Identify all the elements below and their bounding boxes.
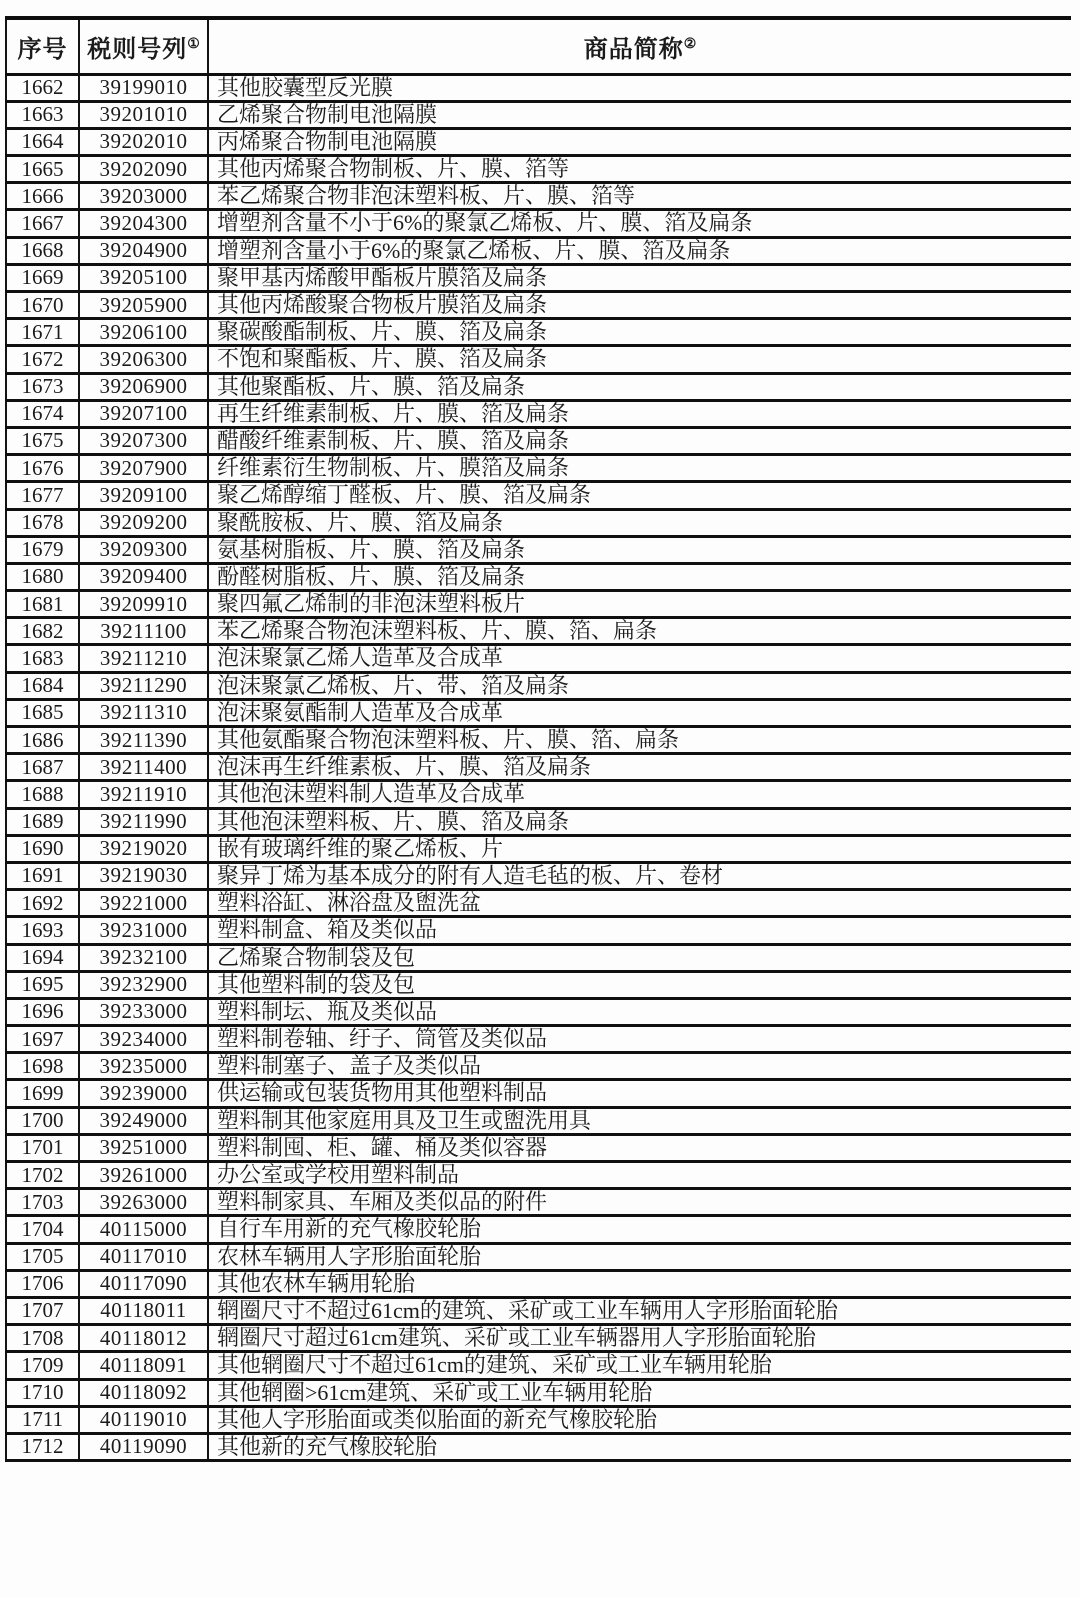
product-name-cell: 乙烯聚合物制袋及包 [208, 944, 1071, 971]
product-name-cell: 聚碳酸酯制板、片、膜、箔及扁条 [208, 319, 1071, 346]
table-row [6, 1080, 1071, 1107]
table-row [6, 890, 1071, 917]
product-name-cell: 聚酰胺板、片、膜、箔及扁条 [208, 509, 1071, 536]
serial-number-cell: 1710 [6, 1379, 79, 1406]
serial-number-cell: 1670 [6, 292, 79, 319]
table-row [6, 998, 1071, 1025]
serial-number-cell: 1687 [6, 754, 79, 781]
product-name-cell: 泡沫聚氯乙烯人造革及合成革 [208, 645, 1071, 672]
tariff-code-cell: 39206300 [79, 346, 208, 373]
tariff-code-cell: 39209100 [79, 482, 208, 509]
tariff-code-cell: 39211400 [79, 754, 208, 781]
serial-number-cell: 1669 [6, 264, 79, 291]
tariff-code-cell: 39231000 [79, 917, 208, 944]
serial-number-cell: 1699 [6, 1080, 79, 1107]
table-row [6, 618, 1071, 645]
table-row [6, 1189, 1071, 1216]
tariff-code-cell: 39211100 [79, 618, 208, 645]
header-serial-number [6, 18, 79, 74]
table-row [6, 128, 1071, 155]
table-row [6, 944, 1071, 971]
serial-number-cell: 1704 [6, 1216, 79, 1243]
tariff-table [5, 16, 1071, 1462]
tariff-code-cell: 39209300 [79, 536, 208, 563]
serial-number-cell: 1702 [6, 1162, 79, 1189]
table-row [6, 727, 1071, 754]
serial-number-cell: 1664 [6, 128, 79, 155]
product-name-cell: 塑料制塞子、盖子及类似品 [208, 1053, 1071, 1080]
table-row [6, 835, 1071, 862]
tariff-code-cell: 39202010 [79, 128, 208, 155]
serial-number-cell: 1672 [6, 346, 79, 373]
product-name-cell: 塑料制卷轴、纡子、筒管及类似品 [208, 1026, 1071, 1053]
table-row [6, 183, 1071, 210]
serial-number-cell: 1680 [6, 563, 79, 590]
header-row [6, 18, 1071, 74]
product-name-cell: 苯乙烯聚合物非泡沫塑料板、片、膜、箔等 [208, 183, 1071, 210]
serial-number-cell: 1677 [6, 482, 79, 509]
serial-number-cell: 1671 [6, 319, 79, 346]
table-row [6, 1107, 1071, 1134]
product-name-cell: 塑料制囤、柜、罐、桶及类似容器 [208, 1134, 1071, 1161]
serial-number-cell: 1712 [6, 1433, 79, 1460]
tariff-code-cell: 39251000 [79, 1134, 208, 1161]
product-name-cell: 泡沫再生纤维素板、片、膜、箔及扁条 [208, 754, 1071, 781]
table-row [6, 210, 1071, 237]
product-name-cell: 塑料浴缸、淋浴盘及盥洗盆 [208, 890, 1071, 917]
serial-number-cell: 1705 [6, 1243, 79, 1270]
serial-number-cell: 1668 [6, 237, 79, 264]
product-name-cell: 增塑剂含量不小于6%的聚氯乙烯板、片、膜、箔及扁条 [208, 210, 1071, 237]
tariff-code-cell: 40117010 [79, 1243, 208, 1270]
table-row [6, 237, 1071, 264]
table-row [6, 672, 1071, 699]
tariff-code-cell: 39206100 [79, 319, 208, 346]
tariff-code-cell: 39209400 [79, 563, 208, 590]
product-name-cell: 其他泡沫塑料板、片、膜、箔及扁条 [208, 808, 1071, 835]
table-row [6, 74, 1071, 101]
table-row [6, 1162, 1071, 1189]
serial-number-cell: 1678 [6, 509, 79, 536]
tariff-code-cell: 40118012 [79, 1325, 208, 1352]
serial-number-cell: 1662 [6, 74, 79, 101]
tariff-code-cell: 39205100 [79, 264, 208, 291]
table-row [6, 591, 1071, 618]
serial-number-cell: 1690 [6, 835, 79, 862]
product-name-cell: 其他辋圈尺寸不超过61cm的建筑、采矿或工业车辆用轮胎 [208, 1352, 1071, 1379]
serial-number-cell: 1686 [6, 727, 79, 754]
tariff-code-cell: 39232100 [79, 944, 208, 971]
table-row [6, 101, 1071, 128]
tariff-code-cell: 39202090 [79, 156, 208, 183]
product-name-cell: 增塑剂含量小于6%的聚氯乙烯板、片、膜、箔及扁条 [208, 237, 1071, 264]
serial-number-cell: 1673 [6, 373, 79, 400]
product-name-cell: 丙烯聚合物制电池隔膜 [208, 128, 1071, 155]
table-row [6, 781, 1071, 808]
tariff-code-cell: 40118011 [79, 1297, 208, 1324]
product-name-cell: 自行车用新的充气橡胶轮胎 [208, 1216, 1071, 1243]
table-row [6, 264, 1071, 291]
serial-number-cell: 1709 [6, 1352, 79, 1379]
table-row [6, 1134, 1071, 1161]
product-name-cell: 辋圈尺寸不超过61cm的建筑、采矿或工业车辆用人字形胎面轮胎 [208, 1297, 1071, 1324]
table-row [6, 346, 1071, 373]
header-tariff-code [79, 18, 208, 74]
serial-number-cell: 1706 [6, 1270, 79, 1297]
tariff-code-cell: 39209200 [79, 509, 208, 536]
table-row [6, 156, 1071, 183]
serial-number-cell: 1689 [6, 808, 79, 835]
tariff-code-cell: 40118091 [79, 1352, 208, 1379]
header-serial-label: 序号 [17, 36, 68, 63]
product-name-cell: 其他泡沫塑料制人造革及合成革 [208, 781, 1071, 808]
serial-number-cell: 1682 [6, 618, 79, 645]
product-name-cell: 农林车辆用人字形胎面轮胎 [208, 1243, 1071, 1270]
product-name-cell: 其他丙烯聚合物制板、片、膜、箔等 [208, 156, 1071, 183]
serial-number-cell: 1685 [6, 699, 79, 726]
table-row [6, 292, 1071, 319]
product-name-cell: 其他胶囊型反光膜 [208, 74, 1071, 101]
product-name-cell: 泡沫聚氯乙烯板、片、带、箔及扁条 [208, 672, 1071, 699]
header-tariff-code-label: 税则号列 [87, 36, 188, 63]
product-name-cell: 醋酸纤维素制板、片、膜、箔及扁条 [208, 427, 1071, 454]
table-row [6, 699, 1071, 726]
product-name-cell: 塑料制盒、箱及类似品 [208, 917, 1071, 944]
table-row [6, 754, 1071, 781]
product-name-cell: 嵌有玻璃纤维的聚乙烯板、片 [208, 835, 1071, 862]
tariff-code-cell: 39207900 [79, 455, 208, 482]
product-name-cell: 聚乙烯醇缩丁醛板、片、膜、箔及扁条 [208, 482, 1071, 509]
product-name-cell: 聚四氟乙烯制的非泡沫塑料板片 [208, 591, 1071, 618]
tariff-code-cell: 40117090 [79, 1270, 208, 1297]
serial-number-cell: 1693 [6, 917, 79, 944]
tariff-code-cell: 39249000 [79, 1107, 208, 1134]
tariff-code-cell: 39209910 [79, 591, 208, 618]
table-body [6, 74, 1071, 1461]
table-row [6, 319, 1071, 346]
serial-number-cell: 1691 [6, 862, 79, 889]
product-name-cell: 其他氨酯聚合物泡沫塑料板、片、膜、箔、扁条 [208, 727, 1071, 754]
table-row [6, 536, 1071, 563]
product-name-cell: 塑料制家具、车厢及类似品的附件 [208, 1189, 1071, 1216]
tariff-code-cell: 39204900 [79, 237, 208, 264]
tariff-code-cell: 39239000 [79, 1080, 208, 1107]
product-name-cell: 其他塑料制的袋及包 [208, 971, 1071, 998]
header-product-name-label: 商品简称 [583, 36, 684, 63]
table-row [6, 645, 1071, 672]
serial-number-cell: 1700 [6, 1107, 79, 1134]
tariff-code-cell: 39261000 [79, 1162, 208, 1189]
product-name-cell: 泡沫聚氨酯制人造革及合成革 [208, 699, 1071, 726]
table-row [6, 1379, 1071, 1406]
tariff-code-cell: 39263000 [79, 1189, 208, 1216]
tariff-code-cell: 39211390 [79, 727, 208, 754]
product-name-cell: 其他聚酯板、片、膜、箔及扁条 [208, 373, 1071, 400]
tariff-code-cell: 39211210 [79, 645, 208, 672]
serial-number-cell: 1679 [6, 536, 79, 563]
product-name-cell: 不饱和聚酯板、片、膜、箔及扁条 [208, 346, 1071, 373]
table-row [6, 1406, 1071, 1433]
tariff-code-cell: 40118092 [79, 1379, 208, 1406]
table-row [6, 455, 1071, 482]
tariff-code-cell: 39235000 [79, 1053, 208, 1080]
product-name-cell: 再生纤维素制板、片、膜、箔及扁条 [208, 400, 1071, 427]
product-name-cell: 聚甲基丙烯酸甲酯板片膜箔及扁条 [208, 264, 1071, 291]
product-name-cell: 其他丙烯酸聚合物板片膜箔及扁条 [208, 292, 1071, 319]
serial-number-cell: 1683 [6, 645, 79, 672]
product-name-cell: 乙烯聚合物制电池隔膜 [208, 101, 1071, 128]
product-name-cell: 办公室或学校用塑料制品 [208, 1162, 1071, 1189]
serial-number-cell: 1676 [6, 455, 79, 482]
table-row [6, 1270, 1071, 1297]
tariff-code-cell: 39219030 [79, 862, 208, 889]
product-name-cell: 纤维素衍生物制板、片、膜箔及扁条 [208, 455, 1071, 482]
serial-number-cell: 1695 [6, 971, 79, 998]
table-row [6, 971, 1071, 998]
product-name-cell: 氨基树脂板、片、膜、箔及扁条 [208, 536, 1071, 563]
tariff-code-cell: 39207300 [79, 427, 208, 454]
serial-number-cell: 1694 [6, 944, 79, 971]
tariff-code-cell: 39221000 [79, 890, 208, 917]
serial-number-cell: 1663 [6, 101, 79, 128]
product-name-cell: 聚异丁烯为基本成分的附有人造毛毡的板、片、卷材 [208, 862, 1071, 889]
serial-number-cell: 1674 [6, 400, 79, 427]
serial-number-cell: 1703 [6, 1189, 79, 1216]
serial-number-cell: 1667 [6, 210, 79, 237]
serial-number-cell: 1701 [6, 1134, 79, 1161]
table-row [6, 400, 1071, 427]
tariff-code-cell: 39233000 [79, 998, 208, 1025]
tariff-code-cell: 39201010 [79, 101, 208, 128]
tariff-code-cell: 39203000 [79, 183, 208, 210]
tariff-code-cell: 40115000 [79, 1216, 208, 1243]
table-row [6, 1433, 1071, 1460]
table-row [6, 1243, 1071, 1270]
tariff-code-cell: 39211310 [79, 699, 208, 726]
product-name-cell: 其他新的充气橡胶轮胎 [208, 1433, 1071, 1460]
tariff-code-cell: 39205900 [79, 292, 208, 319]
product-name-cell: 其他农林车辆用轮胎 [208, 1270, 1071, 1297]
product-name-cell: 塑料制其他家庭用具及卫生或盥洗用具 [208, 1107, 1071, 1134]
table-row [6, 563, 1071, 590]
serial-number-cell: 1708 [6, 1325, 79, 1352]
table-row [6, 917, 1071, 944]
tariff-code-cell: 39211290 [79, 672, 208, 699]
table-row [6, 862, 1071, 889]
table-row [6, 509, 1071, 536]
product-name-cell: 其他辋圈>61cm建筑、采矿或工业车辆用轮胎 [208, 1379, 1071, 1406]
tariff-code-cell: 40119090 [79, 1433, 208, 1460]
tariff-code-cell: 39204300 [79, 210, 208, 237]
table-row [6, 1216, 1071, 1243]
tariff-code-cell: 40119010 [79, 1406, 208, 1433]
serial-number-cell: 1665 [6, 156, 79, 183]
product-name-cell: 酚醛树脂板、片、膜、箔及扁条 [208, 563, 1071, 590]
table-row [6, 808, 1071, 835]
product-name-cell: 苯乙烯聚合物泡沫塑料板、片、膜、箔、扁条 [208, 618, 1071, 645]
product-name-cell: 其他人字形胎面或类似胎面的新充气橡胶轮胎 [208, 1406, 1071, 1433]
serial-number-cell: 1666 [6, 183, 79, 210]
table-row [6, 1297, 1071, 1324]
serial-number-cell: 1707 [6, 1297, 79, 1324]
footnote-2-marker: ② [683, 36, 697, 52]
tariff-code-cell: 39234000 [79, 1026, 208, 1053]
table-row [6, 1325, 1071, 1352]
table-row [6, 1026, 1071, 1053]
product-name-cell: 塑料制坛、瓶及类似品 [208, 998, 1071, 1025]
tariff-code-cell: 39199010 [79, 74, 208, 101]
product-name-cell: 辋圈尺寸超过61cm建筑、采矿或工业车辆器用人字形胎面轮胎 [208, 1325, 1071, 1352]
table-row [6, 1053, 1071, 1080]
serial-number-cell: 1692 [6, 890, 79, 917]
tariff-code-cell: 39219020 [79, 835, 208, 862]
serial-number-cell: 1684 [6, 672, 79, 699]
table-row [6, 482, 1071, 509]
tariff-code-cell: 39211910 [79, 781, 208, 808]
tariff-code-cell: 39207100 [79, 400, 208, 427]
tariff-code-cell: 39206900 [79, 373, 208, 400]
table-row [6, 427, 1071, 454]
serial-number-cell: 1688 [6, 781, 79, 808]
table-row [6, 1352, 1071, 1379]
serial-number-cell: 1696 [6, 998, 79, 1025]
footnote-1-marker: ① [187, 36, 200, 52]
serial-number-cell: 1711 [6, 1406, 79, 1433]
serial-number-cell: 1698 [6, 1053, 79, 1080]
serial-number-cell: 1675 [6, 427, 79, 454]
serial-number-cell: 1697 [6, 1026, 79, 1053]
table-row [6, 373, 1071, 400]
tariff-code-cell: 39211990 [79, 808, 208, 835]
header-product-name [208, 18, 1071, 74]
table-header [6, 18, 1071, 74]
serial-number-cell: 1681 [6, 591, 79, 618]
product-name-cell: 供运输或包装货物用其他塑料制品 [208, 1080, 1071, 1107]
tariff-code-cell: 39232900 [79, 971, 208, 998]
